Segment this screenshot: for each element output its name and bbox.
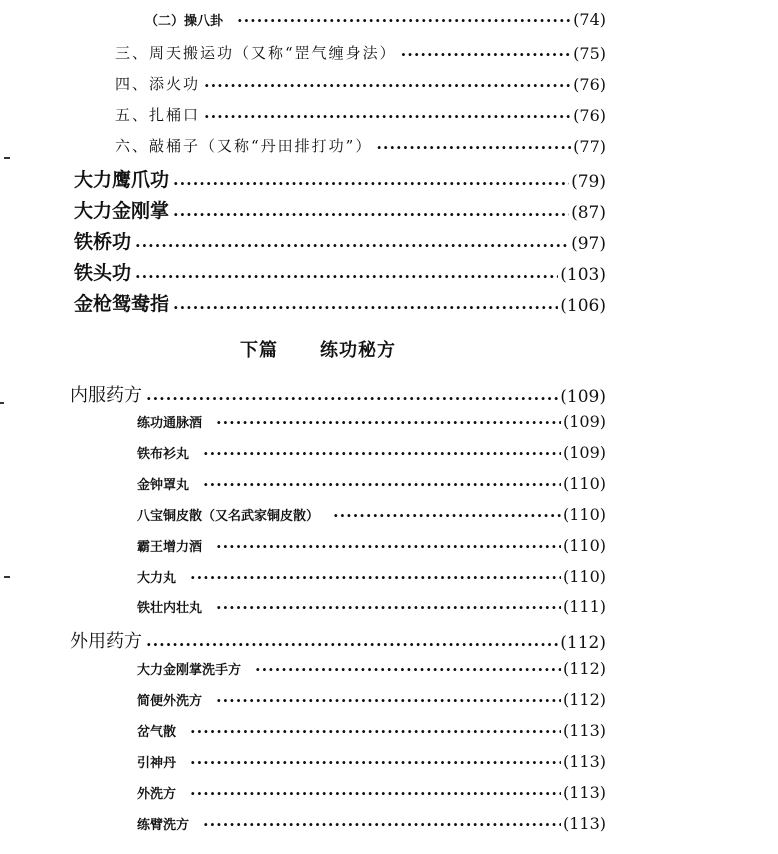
- dot-leader: [203, 446, 561, 462]
- toc-entry-title: 铁壮内壮丸: [137, 601, 203, 616]
- dot-leader: [135, 238, 569, 254]
- dot-leader: [173, 300, 558, 316]
- dot-leader: [216, 693, 561, 709]
- toc-entry: [0, 135, 778, 156]
- toc-entry: [0, 536, 778, 555]
- dot-leader: [216, 415, 561, 431]
- toc-entry-title: 岔气散: [137, 725, 177, 740]
- dot-leader: [204, 78, 571, 94]
- toc-entry: [0, 627, 778, 653]
- dot-leader: [146, 391, 558, 407]
- toc-entry-title: 四、添火功: [115, 75, 201, 93]
- toc-entry-title: 引神丹: [137, 756, 177, 771]
- toc-entry-title: 练功通脉酒: [137, 416, 203, 431]
- toc-entry-title: 大力金刚掌: [74, 200, 170, 222]
- toc-entry: [0, 42, 778, 63]
- toc-entry: [0, 721, 778, 740]
- dot-leader: [255, 662, 561, 678]
- toc-entry: [0, 165, 778, 192]
- toc-entry-title: 铁头功: [74, 262, 132, 284]
- scan-mark: [0, 402, 4, 404]
- dot-leader: [216, 539, 561, 555]
- toc-entry-title: 霸王增力酒: [137, 540, 203, 555]
- toc-entry-page: (77): [573, 137, 606, 156]
- toc-entry-page: (87): [571, 203, 606, 223]
- toc-entry-page: (110): [562, 505, 606, 524]
- toc-entry: [0, 659, 778, 678]
- part-heading: [240, 336, 396, 362]
- toc-entry-title: 外用药方: [70, 631, 142, 652]
- toc-entry-page: (79): [571, 172, 606, 192]
- dot-leader: [376, 140, 571, 156]
- toc-entry: [0, 258, 778, 285]
- toc-entry: [0, 104, 778, 125]
- toc-entry: [0, 567, 778, 586]
- toc-entry-title: 铁桥功: [74, 231, 132, 253]
- dot-leader: [173, 176, 569, 192]
- toc-entry-title: 五、扎桶口: [115, 106, 201, 124]
- toc-entry-title: 八宝铜皮散（又名武家铜皮散）: [137, 509, 320, 524]
- toc-entry-title: 铁布衫丸: [137, 447, 190, 462]
- toc-entry-title: 练臂洗方: [137, 818, 190, 833]
- toc-entry-page: (109): [562, 443, 606, 462]
- toc-entry-page: (113): [562, 721, 606, 740]
- toc-entry-page: (112): [562, 659, 606, 678]
- toc-entry: [0, 752, 778, 771]
- dot-leader: [190, 724, 561, 740]
- toc-entry-title: 三、周天搬运功（又称“罡气缠身法）: [115, 44, 397, 62]
- dot-leader: [237, 13, 571, 29]
- toc-entry: [0, 73, 778, 94]
- dot-leader: [203, 817, 561, 833]
- toc-entry-page: (113): [562, 814, 606, 833]
- toc-entry: [0, 505, 778, 524]
- toc-entry-title: 外洗方: [137, 787, 177, 802]
- toc-entry: [0, 381, 778, 407]
- dot-leader: [190, 786, 561, 802]
- toc-entry: [0, 783, 778, 802]
- toc-entry-title: 大力鹰爪功: [74, 169, 170, 191]
- toc-entry-page: (76): [573, 75, 606, 94]
- dot-leader: [135, 269, 558, 285]
- toc-entry: [0, 597, 778, 616]
- toc-entry: [0, 10, 778, 29]
- toc-entry-title: 内服药方: [70, 385, 142, 406]
- toc-entry-page: (112): [560, 633, 606, 653]
- toc-entry-page: (110): [562, 474, 606, 493]
- toc-entry: [0, 474, 778, 493]
- toc-entry-page: (75): [573, 44, 606, 63]
- toc-entry-page: (110): [562, 567, 606, 586]
- toc-entry: [0, 227, 778, 254]
- toc-entry: [0, 443, 778, 462]
- toc-entry-title: 简便外洗方: [137, 694, 203, 709]
- toc-entry-page: (112): [562, 690, 606, 709]
- toc-entry-page: (74): [573, 10, 606, 29]
- dot-leader: [190, 755, 561, 771]
- toc-entry-page: (97): [571, 234, 606, 254]
- dot-leader: [146, 637, 558, 653]
- scan-mark: [4, 157, 10, 159]
- toc-entry-page: (106): [560, 296, 606, 316]
- scan-mark: [4, 576, 10, 578]
- dot-leader: [203, 477, 561, 493]
- toc-entry-title: 大力丸: [137, 571, 177, 586]
- toc-entry-page: (110): [562, 536, 606, 555]
- toc-entry-page: (109): [562, 412, 606, 431]
- dot-leader: [173, 207, 569, 223]
- part-label: 下篇: [240, 340, 278, 361]
- toc-entry-page: (103): [560, 265, 606, 285]
- toc-entry-page: (76): [573, 106, 606, 125]
- toc-entry: [0, 196, 778, 223]
- toc-entry-page: (113): [562, 783, 606, 802]
- dot-leader: [401, 47, 571, 63]
- toc-entry-title: 金枪鸳鸯指: [74, 293, 170, 315]
- toc-entry-title: 大力金刚掌洗手方: [137, 663, 242, 678]
- toc-entry-title: 金钟罩丸: [137, 478, 190, 493]
- dot-leader: [333, 508, 561, 524]
- toc-entry-page: (113): [562, 752, 606, 771]
- dot-leader: [190, 570, 561, 586]
- toc-entry-title: （二）操八卦: [145, 14, 224, 29]
- dot-leader: [204, 109, 571, 125]
- dot-leader: [216, 600, 561, 616]
- toc-entry: [0, 814, 778, 833]
- toc-entry: [0, 690, 778, 709]
- toc-entry-page: (111): [562, 597, 606, 616]
- toc-entry: [0, 289, 778, 316]
- toc-entry-title: 六、敲桶子（又称“丹田排打功”）: [115, 137, 373, 155]
- toc-entry: [0, 412, 778, 431]
- part-title: 练功秘方: [320, 340, 396, 361]
- toc-entry-page: (109): [560, 387, 606, 407]
